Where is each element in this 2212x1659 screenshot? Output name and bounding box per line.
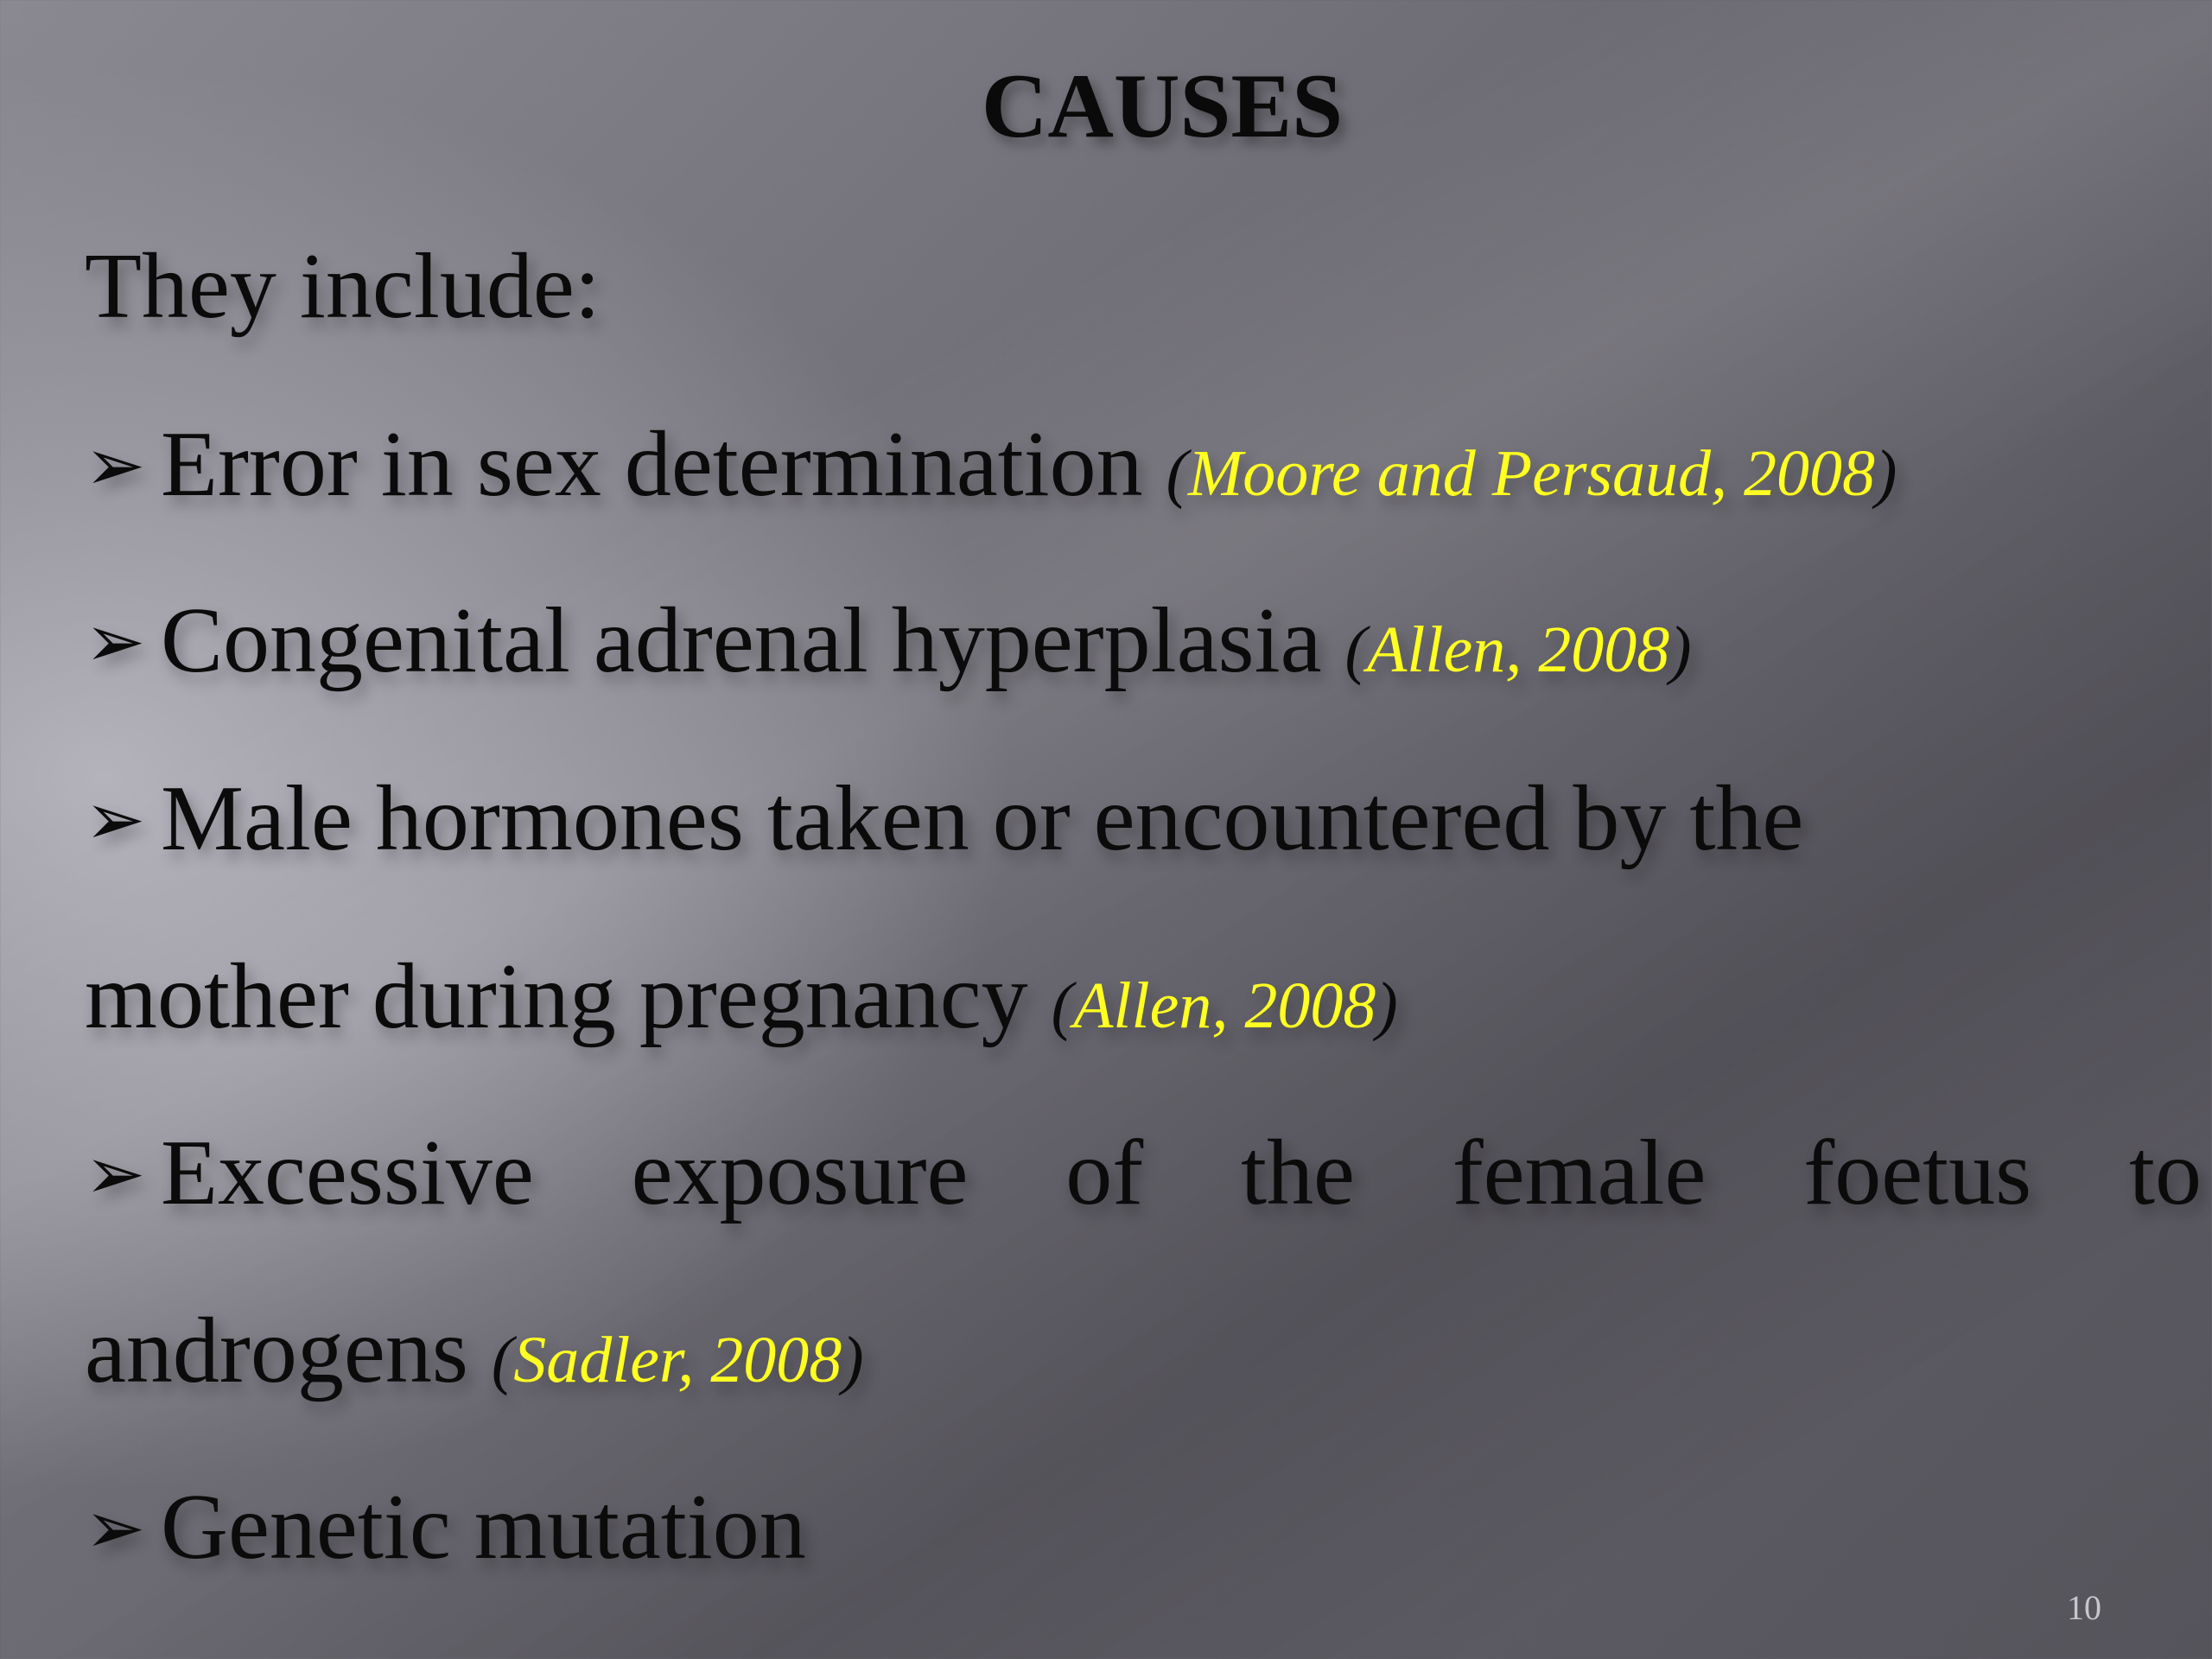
- slide-title: CAUSES: [981, 55, 1344, 156]
- word: female: [1452, 1122, 1707, 1224]
- bullet-text: mother during pregnancy: [85, 945, 1052, 1048]
- bullet-male-hormones: [85, 767, 1804, 870]
- word-excessive: ➢ Excessive: [85, 1122, 534, 1224]
- bullet-text: Male hormones taken or encountered by the: [161, 767, 1804, 870]
- word: to: [2128, 1122, 2202, 1224]
- word: of: [1065, 1122, 1144, 1224]
- bullet-excessive-exposure-continuation: androgens (Sadler, 2008): [85, 1300, 864, 1402]
- word: foetus: [1803, 1122, 2032, 1224]
- bullet-text: Congenital adrenal hyperplasia: [161, 589, 1345, 692]
- arrow-bullet-icon: ➢: [85, 777, 146, 861]
- bullet-congenital-adrenal-hyperplasia: ➢ Congenital adrenal hyperplasia (Allen, 2008): [85, 589, 1692, 692]
- bullet-text: Genetic mutation: [161, 1476, 806, 1579]
- bullet-text: Error in sex determination: [161, 413, 1166, 516]
- citation: Sadler, 2008: [513, 1324, 842, 1396]
- page-number: 10: [2067, 1588, 2101, 1627]
- citation: Allen, 2008: [1072, 969, 1376, 1042]
- bullet-excessive-exposure: [85, 1122, 2202, 1224]
- bullet-text: androgens: [85, 1300, 492, 1402]
- citation: Allen, 2008: [1366, 613, 1670, 686]
- bullet-error-in-sex-determination: ➢ Error in sex determination (Moore and Persaud, 2008): [85, 413, 1897, 516]
- bullet-genetic-mutation: [85, 1476, 806, 1579]
- bullet-male-hormones-continuation: mother during pregnancy (Allen, 2008): [85, 945, 1398, 1048]
- word: exposure: [631, 1122, 969, 1224]
- word: the: [1240, 1122, 1355, 1224]
- arrow-bullet-icon: ➢: [85, 1131, 146, 1216]
- arrow-bullet-icon: ➢: [85, 599, 146, 683]
- arrow-bullet-icon: ➢: [85, 1485, 146, 1570]
- arrow-bullet-icon: ➢: [85, 423, 146, 507]
- intro-text: They include:: [85, 235, 601, 338]
- citation: Moore and Persaud, 2008: [1187, 437, 1876, 510]
